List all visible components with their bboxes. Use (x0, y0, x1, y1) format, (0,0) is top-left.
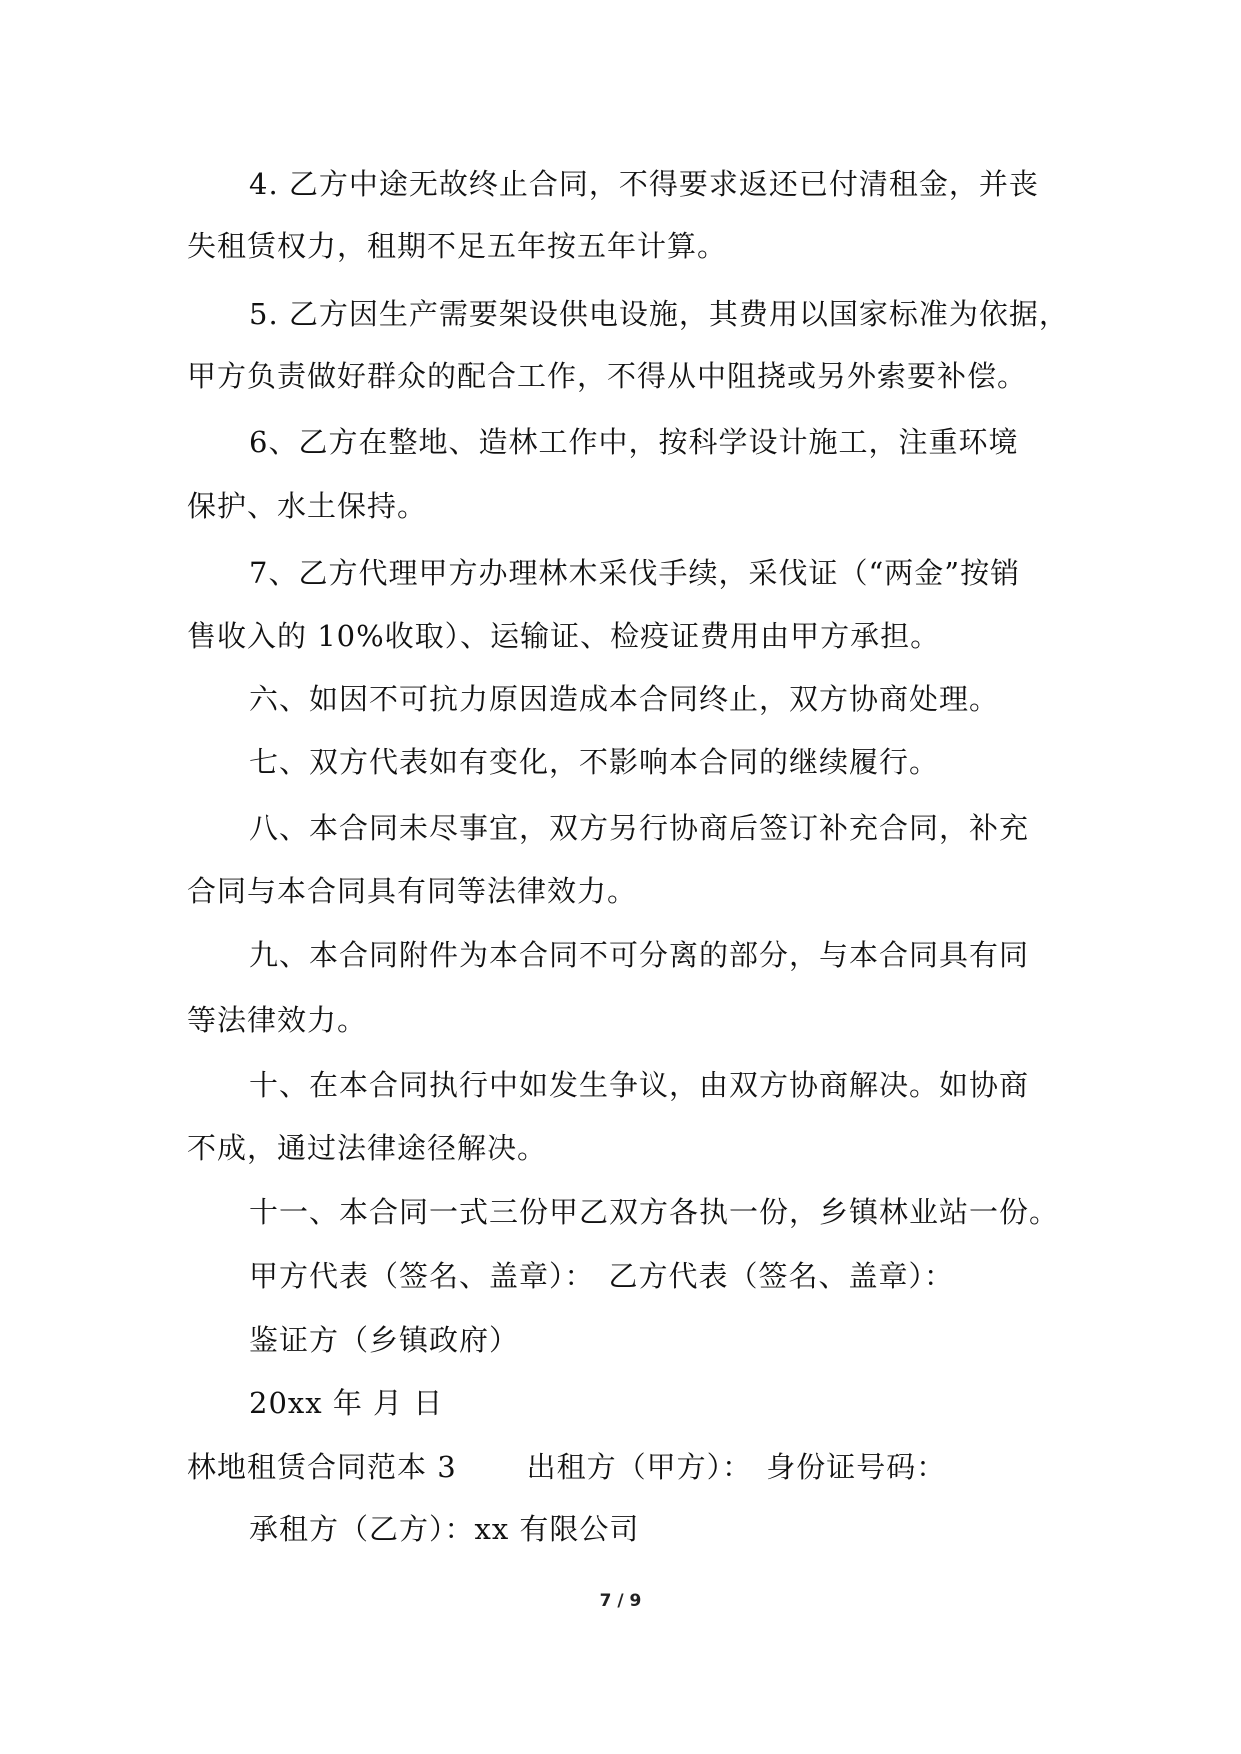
paragraph-line: 4. 乙方中途无故终止合同，不得要求返还已付清租金，并丧 (249, 167, 1039, 201)
paragraph-line: 合同与本合同具有同等法律效力。 (187, 874, 638, 908)
lessee-label: 承租方（乙方）：xx 有限公司 (249, 1512, 640, 1546)
page-number: 7 / 9 (599, 1591, 642, 1611)
paragraph-line: 十、在本合同执行中如发生争议，由双方协商解决。如协商 (249, 1068, 1030, 1102)
paragraph-line: 不成，通过法律途径解决。 (187, 1131, 548, 1165)
paragraph-line: 7、乙方代理甲方办理林木采伐手续，采伐证（“两金”按销 (249, 556, 1021, 590)
lessor-label: 出租方（甲方）： (526, 1450, 753, 1484)
signature-line (249, 1258, 954, 1294)
id-number-label: 身份证号码： (766, 1450, 947, 1484)
paragraph-line: 5. 乙方因生产需要架设供电设施，其费用以国家标准为依据， (249, 297, 1069, 331)
witness-label: 鉴证方（乡镇政府） (249, 1323, 520, 1357)
paragraph-line: 售收入的 10%收取）、运输证、检疫证费用由甲方承担。 (187, 619, 941, 653)
paragraph-line: 八、本合同未尽事宜，双方另行协商后签订补充合同，补充 (249, 811, 1030, 845)
paragraph-line: 十一、本合同一式三份甲乙双方各执一份，乡镇林业站一份。 (249, 1195, 1060, 1229)
paragraph-line: 七、双方代表如有变化，不影响本合同的继续履行。 (249, 745, 940, 779)
date-line: 20xx 年 月 日 (249, 1386, 444, 1420)
party-b-signature-label: 乙方代表（签名、盖章）： (608, 1259, 955, 1293)
paragraph-line: 甲方负责做好群众的配合工作，不得从中阻挠或另外索要补偿。 (187, 359, 1028, 393)
paragraph-line: 六、如因不可抗力原因造成本合同终止，双方协商处理。 (249, 682, 1000, 716)
next-contract-heading-line (187, 1449, 946, 1485)
paragraph-line: 保护、水土保持。 (187, 489, 428, 523)
paragraph-line: 6、乙方在整地、造林工作中，按科学设计施工，注重环境 (249, 425, 1019, 459)
paragraph-line: 失租赁权力，租期不足五年按五年计算。 (187, 229, 728, 263)
party-a-signature-label: 甲方代表（签名、盖章）： (249, 1259, 595, 1293)
paragraph-line: 九、本合同附件为本合同不可分离的部分，与本合同具有同 (249, 938, 1030, 972)
paragraph-line: 等法律效力。 (187, 1003, 368, 1037)
next-contract-title: 林地租赁合同范本 3 (187, 1450, 457, 1484)
